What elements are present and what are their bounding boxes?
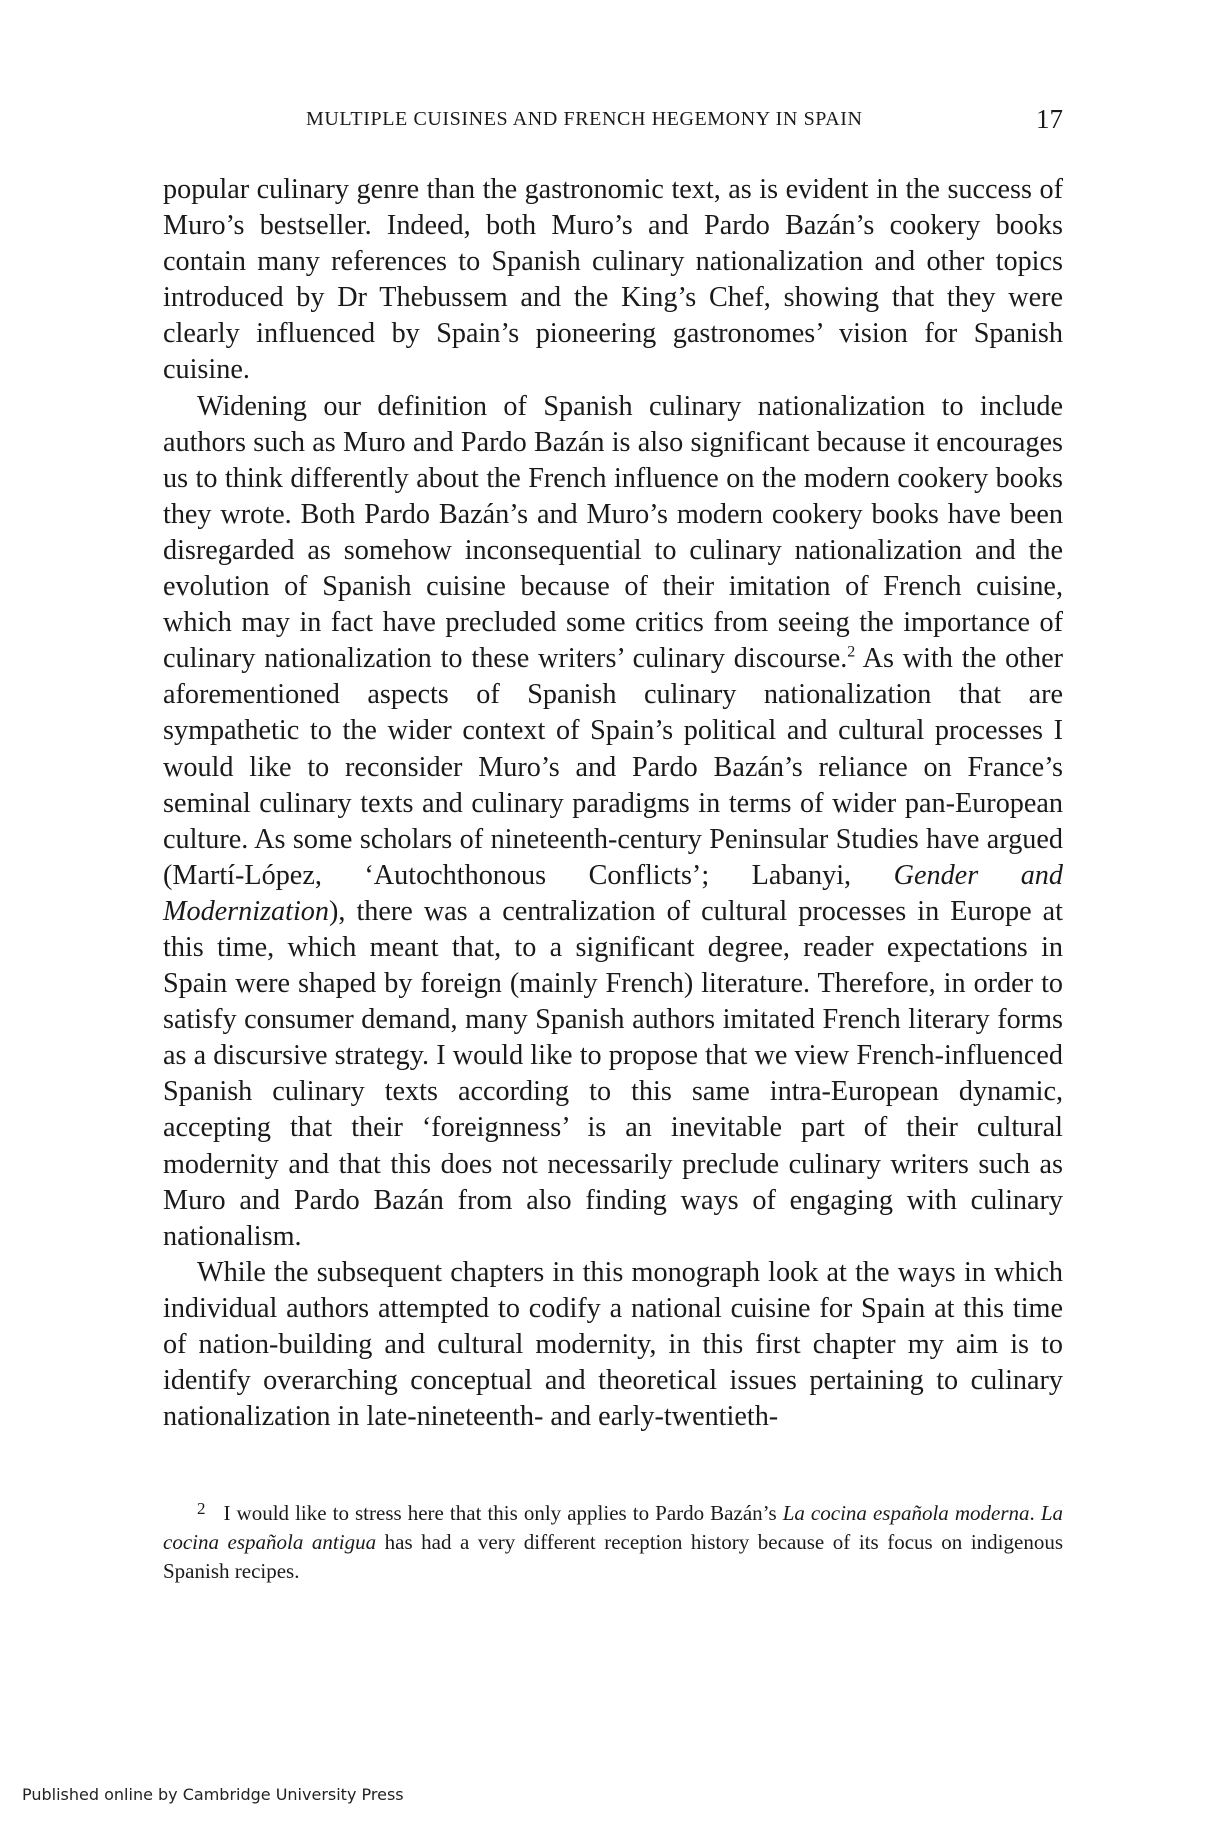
footnote-title-1: La cocina española moderna [782,1501,1030,1525]
body-text [163,172,1063,1435]
paragraph-2-text-a: Widening our definition of Spanish culinary nationalization to include authors such as Muro and Pardo Bazán is also significant because it encourages us to think differently about the French influence on the modern cookery books they wrote. Both Pardo Bazán’s and Muro’s modern cookery books have been disregarded as somehow inconsequential to culinary nationalization and the evolution of Spanish cuisine because of their imitation of French cuisine, which may in fact have precluded some critics from seeing the importance of culinary nationalization to these writers’ culinary discourse. [163,390,1063,675]
paragraph-3: While the subsequent chapters in this monograph look at the ways in which individual authors attempted to codify a national cuisine for Spain at this time of nation-building and cultural modernity, in this first chapter my aim is to identify overarching conceptual and theoretical issues pertaining to culinary nationalization in late-nineteenth- and early-twentieth- [163,1256,1063,1433]
paragraph-2-text-c: ), there was a centralization of cultural processes in Europe at this time, which meant that, to a significant degree, reader expectations in Spain were shaped by foreign (mainly French) literature. Therefore, in order to satisfy consumer demand, many Spanish authors imitated French literary forms as a discursive strategy. I would like to propose that we view French-influenced Spanish culinary texts according to this same intra-European dynamic, accepting that their ‘foreignness’ is an inevitable part of their cultural modernity and that this does not necessarily preclude culinary writers such as Muro and Pardo Bazán from also finding ways of engaging with culinary nationalism. [163,895,1063,1252]
footnote-text-c: has had a very different reception history because of its focus on indigenous Spanish recipes. [163,1530,1063,1583]
footnote-text-b: . [1029,1501,1041,1525]
paragraph-1: popular culinary genre than the gastronomic text, as is evident in the success of Muro’s bestseller. Indeed, both Muro’s and Pardo Bazán’s cookery books contain many references to Spanish culinary nationalization and other topics introduced by Dr Thebussem and the King’s Chef, showing that they were clearly influenced by Spain’s pioneering gastronomes’ vision for Spanish cuisine. [163,174,1063,386]
footnote-text-a: I would like to stress here that this only applies to Pardo Bazán’s [223,1501,783,1525]
running-head [163,104,1063,140]
running-title: MULTIPLE CUISINES AND FRENCH HEGEMONY IN SPAIN [306,108,863,130]
page-number: 17 [1036,104,1063,134]
publisher-line: Published online by Cambridge University Press [22,1785,404,1804]
footnote [163,1494,1063,1586]
footnote-reference: 2 [847,643,856,661]
footnote-title-2: La cocina española antigua [163,1501,1063,1554]
paragraph-2 [163,389,1063,1255]
footnote-number: 2 [197,1499,206,1518]
cited-title: Gender and Modernization [163,859,1063,927]
paragraph-2-text-b: As with the other aforementioned aspects of Spanish culinary nationalization that are sympathetic to the wider context of Spain’s political and cultural processes I would like to reconsider Muro’s and Pardo Bazán’s reliance on France’s seminal culinary texts and culinary paradigms in terms of wider pan-European culture. As some scholars of nineteenth-century Peninsular Studies have argued (Martí-López, ‘Autochthonous Conflicts’; Labanyi, [163,643,1063,891]
